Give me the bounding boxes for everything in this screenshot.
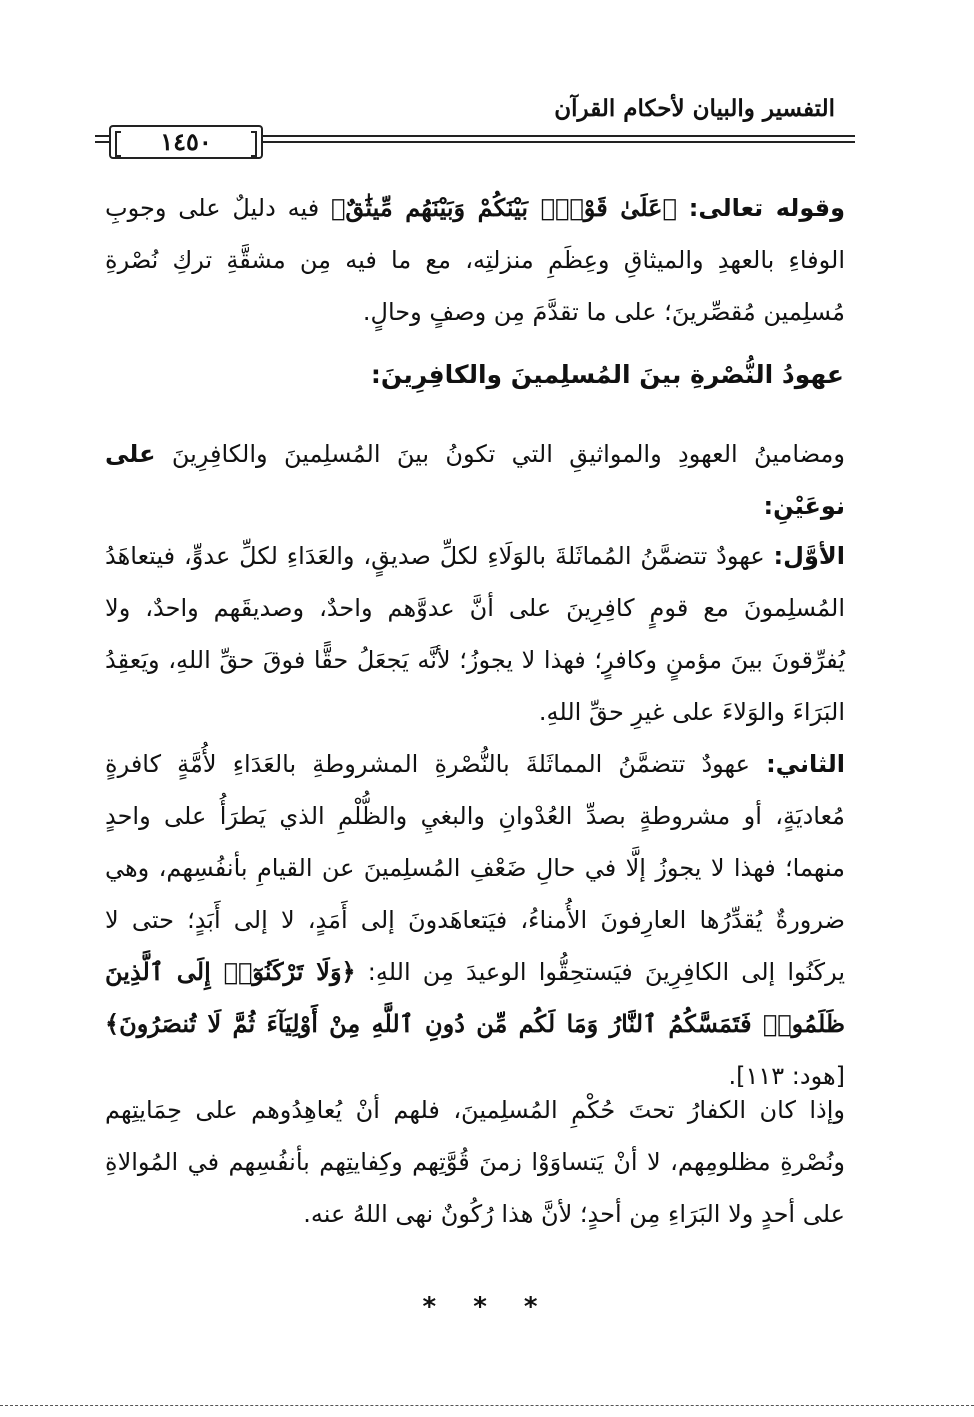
paragraph-text: عهودٌ تتضمَّنُ المُماثَلةَ بالوَلَاءِ لكلِّ صديقٍ، والعَدَاءِ لكلِّ عدوٍّ، فيتعاهَدُ المُسلِمونَ مع قومٍ كافِرِينَ على أنَّ عدوَّهم واحدٌ، وصديقَهم واحدٌ، ولا يُفرِّقونَ بينَ مؤمنٍ وكافرٍ؛ فهذا لا يجوزُ؛ لأنَّه يَجعَلُ حقًّا فوقَ حقِّ اللهِ، ويَعقِدُ البَرَاءَ والوَلاءَ على غيرِ حقِّ اللهِ.: [105, 542, 845, 726]
paragraph-verse-commentary: [105, 182, 845, 338]
paragraph-text: عهودٌ تتضمَّنُ المماثَلةَ بالنُّصْرةِ المشروطةِ بالعَدَاءِ لأُمَّةٍ كافرةٍ مُعاديَةٍ، أو مشروطةٍ بصدِّ العُدْوانِ والبغيِ والظُّلْمِ الذي يَطرَأُ على واحدٍ منهما؛ فهذا لا يجوزُ إلَّا في حالِ ضَعْفِ المُسلِمينَ عن القيامِ بأنفُسِهم، وهي ضرورةٌ يُقدِّرُها العارِفونَ الأُمناءُ، فيَتعاهَدونَ إلى أَمَدٍ، لا إلى أَبَدٍ؛ حتى لا يركَنُوا إلى الكافِرِينَ فيَستحِقُّوا الوعيدَ مِن اللهِ:: [105, 750, 846, 986]
paragraph-intro: [105, 428, 845, 532]
quran-verse: ﴿وَلَا تَرْكَنُوٓا۟ إِلَى ٱلَّذِينَ ظَلَمُوا۟ فَتَمَسَّكُمُ ٱلنَّارُ وَمَا لَكُم مِّن دُونِ ٱللَّهِ مِنْ أَوْلِيَآءَ ثُمَّ لَا تُنصَرُونَ﴾: [105, 957, 845, 1038]
footer-rule: [0, 1405, 974, 1406]
book-title: التفسير والبيان لأحكام القرآن: [554, 95, 835, 122]
quran-verse: ﴿عَلَىٰ قَوْمِۭ بَيْنَكُمْ وَبَيْنَهُم مِّيثَٰقٌ﴾: [331, 193, 677, 222]
paragraph-lead: الأوَّل:: [773, 542, 845, 570]
section-separator: * * *: [422, 1292, 552, 1322]
paragraph-first-type: [105, 530, 845, 738]
page-number: ١٤٥٠: [109, 125, 263, 159]
paragraph-text: ومضامينُ العهودِ والمواثيقِ التي تكونُ بينَ المُسلِمينَ والكافِرِينَ: [171, 440, 845, 468]
paragraph-text: وإذا كان الكفارُ تحتَ حُكْمِ المُسلِمينَ، فلهم أنْ يُعاهِدُوهم على حِمَايتِهم ونُصْرةِ مظلومِهم، لا أنْ يَتساوَوْا زمنَ قُوَّتِهم وكِفايتِهم بأنفُسِهم في المُوالاةِ على أحدٍ ولا البَرَاءِ مِن أحدٍ؛ لأنَّ هذا رُكُونٌ نهى اللهُ عنه.: [105, 1096, 845, 1228]
paragraph-lead: الثاني:: [766, 750, 845, 778]
paragraph-second-type: [105, 738, 845, 1102]
page-header: [95, 95, 855, 165]
paragraph-text: فيه دليلٌ على وجوبِ الوفاءِ بالعهدِ والميثاقِ وعِظَمِ منزلتِه، مع ما فيه مِن مشقَّةِ تركِ نُصْرةِ مُسلِمين مُقصِّرينَ؛ على ما تقدَّمَ مِن وصفٍ وحالٍ.: [105, 194, 845, 326]
paragraph-conclusion: [105, 1084, 845, 1240]
section-heading: عهودُ النُّصْرةِ بينَ المُسلِمينَ والكافِرِينَ:: [370, 360, 844, 389]
verse-citation: [هود: ١١٣].: [728, 1062, 845, 1090]
paragraph-bold-tail: على نوعَيْنِ:: [105, 440, 845, 520]
paragraph-lead: وقوله تعالى:: [688, 194, 845, 222]
